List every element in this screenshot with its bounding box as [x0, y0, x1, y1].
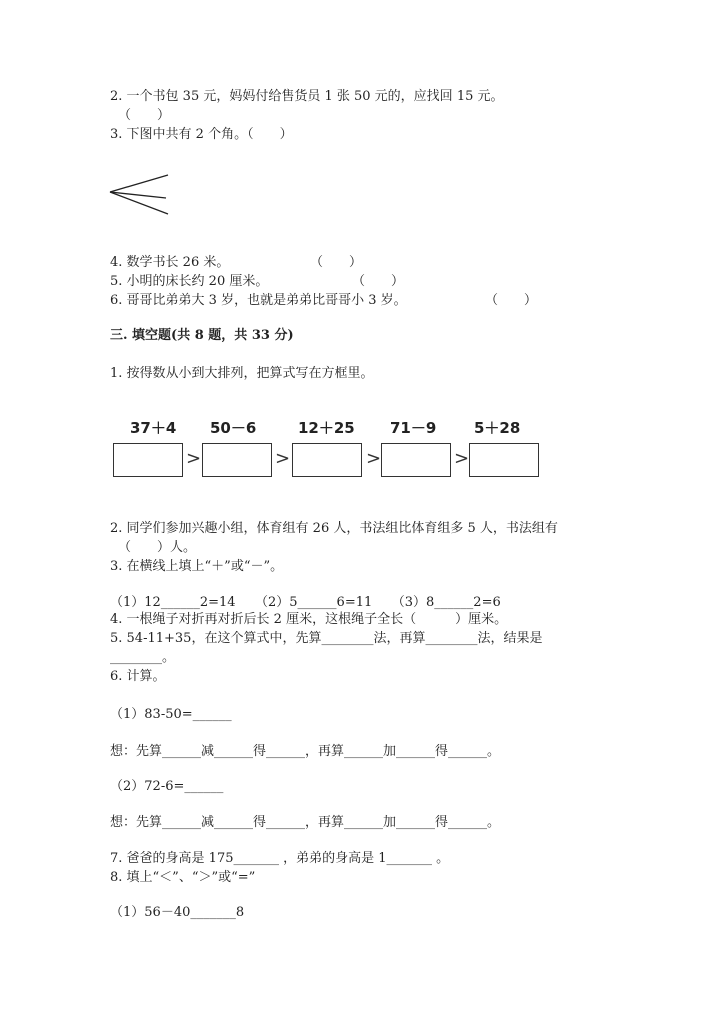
answer-box-3[interactable]	[292, 443, 362, 477]
judge-q2-answer-paren[interactable]: （ ）	[118, 108, 171, 123]
fill-q3: 3. 在横线上填上“＋”或“－”。	[110, 559, 284, 574]
judge-q5: 5. 小明的床长约 20 厘米。	[110, 274, 269, 289]
judge-q5-paren[interactable]: （ ）	[352, 274, 405, 289]
fill-q1: 1. 按得数从小到大排列，把算式写在方框里。	[110, 366, 374, 381]
expression-2: 50－6	[210, 419, 257, 437]
judge-q3: 3. 下图中共有 2 个角。（ ）	[110, 127, 293, 142]
answer-box-5[interactable]	[469, 443, 539, 477]
greater-than-2: >	[275, 448, 291, 469]
judge-q6: 6. 哥哥比弟弟大 3 岁，也就是弟弟比哥哥小 3 岁。	[110, 293, 407, 308]
fill-q3-items[interactable]: （1）12______2=14 （2）5______6=11 （3）8______2=6	[110, 595, 501, 610]
fill-q8: 8. 填上“＜”、“＞”或“=”	[110, 870, 256, 885]
fill-q2-line2[interactable]: （ ）人。	[118, 540, 197, 555]
expression-3: 12＋25	[298, 419, 355, 437]
fill-q6-part1[interactable]: （1）83-50=______	[110, 707, 232, 722]
fill-q5-line2[interactable]: ________。	[110, 650, 176, 665]
expression-5: 5＋28	[474, 419, 521, 437]
judge-q6-paren[interactable]: （ ）	[485, 293, 538, 308]
fill-q8-item1[interactable]: （1）56－40_______8	[110, 905, 245, 920]
fill-q6-part2[interactable]: （2）72-6=______	[110, 779, 224, 794]
judge-q4: 4. 数学书长 26 米。	[110, 255, 230, 270]
angle-figure	[108, 170, 170, 218]
section3-heading: 三. 填空题(共 8 题，共 33 分)	[110, 328, 294, 343]
fill-q6-part1-think[interactable]: 想：先算______减______得______，再算______加______得______。	[110, 744, 501, 759]
fill-q4: 4. 一根绳子对折再对折后长 2 厘米，这根绳子全长（ ）厘米。	[110, 612, 508, 627]
greater-than-4: >	[454, 448, 470, 469]
greater-than-1: >	[186, 448, 202, 469]
expression-4: 71－9	[390, 419, 437, 437]
answer-box-4[interactable]	[381, 443, 451, 477]
expression-1: 37＋4	[130, 419, 177, 437]
fill-q2-line1: 2. 同学们参加兴趣小组，体育组有 26 人，书法组比体育组多 5 人，书法组有	[110, 521, 558, 536]
fill-q6: 6. 计算。	[110, 669, 166, 684]
fill-q7[interactable]: 7. 爸爸的身高是 175_______ ，弟弟的身高是 1_______ 。	[110, 851, 450, 866]
fill-q5-line1: 5. 54-11+35，在这个算式中，先算________法，再算________法，结果是	[110, 631, 543, 646]
answer-box-1[interactable]	[113, 443, 183, 477]
answer-box-2[interactable]	[202, 443, 272, 477]
judge-q4-paren[interactable]: （ ）	[310, 255, 363, 270]
fill-q6-part2-think[interactable]: 想：先算______减______得______，再算______加______得______。	[110, 815, 501, 830]
judge-q2-line1: 2. 一个书包 35 元，妈妈付给售货员 1 张 50 元的，应找回 15 元。	[110, 89, 504, 104]
greater-than-3: >	[366, 448, 382, 469]
